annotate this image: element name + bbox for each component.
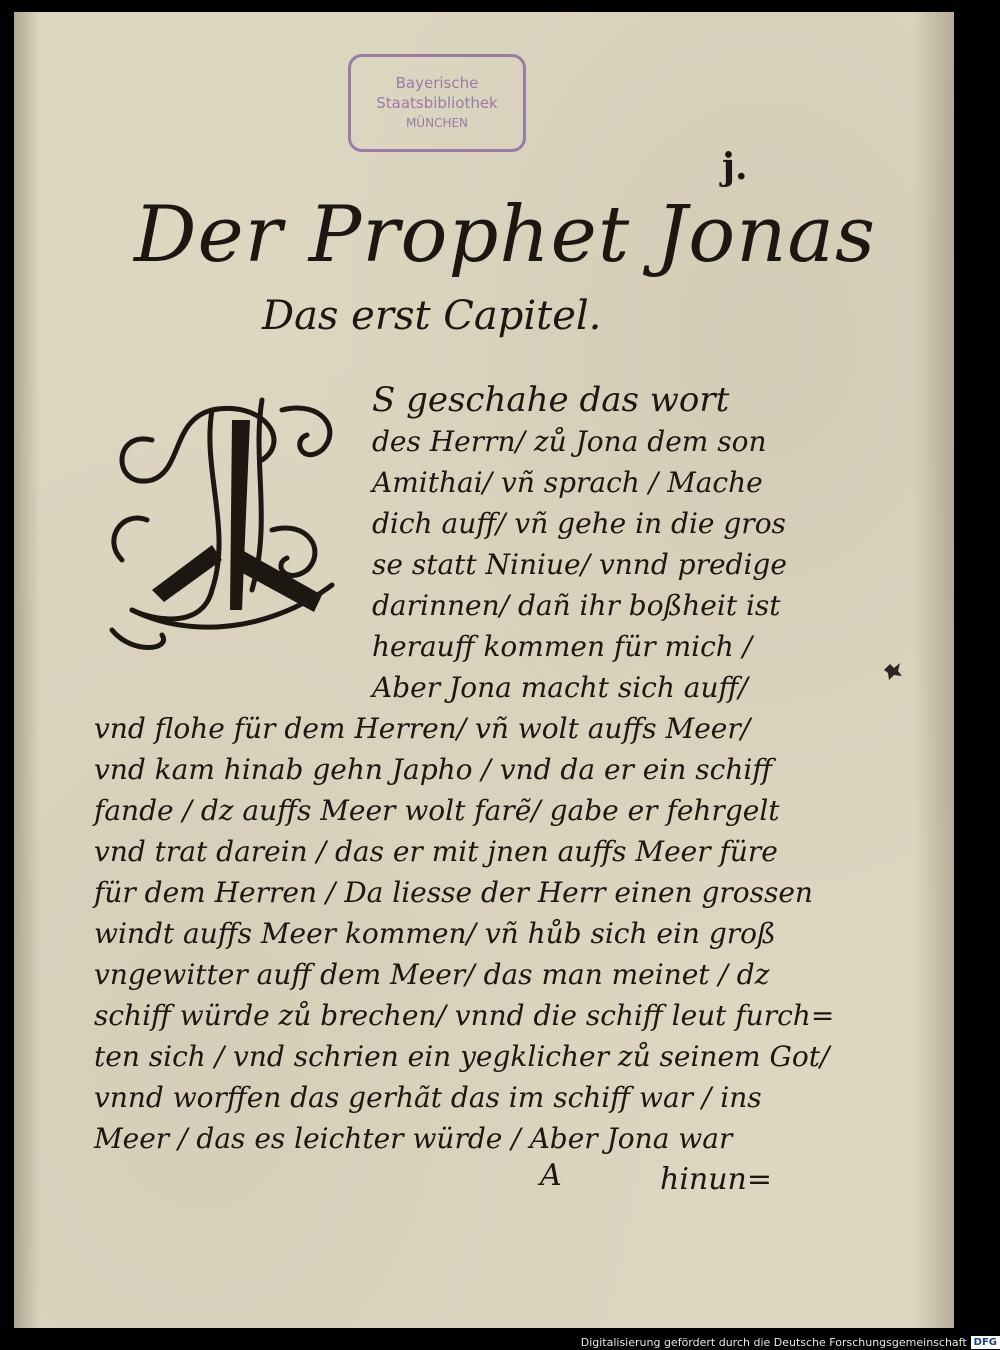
page-title: Der Prophet Jonas — [134, 190, 876, 280]
footer-credit-bar — [580, 1334, 1000, 1350]
text-line: Meer / das es leichter würde / Aber Jona war — [94, 1122, 733, 1155]
text-line: darinnen/ dañ ihr boßheit ist — [372, 589, 781, 622]
text-line: ten sich / vnd schrien ein yegklicher zů seinem Got/ — [94, 1040, 830, 1073]
stamp-line-2: Staatsbibliothek — [376, 94, 498, 112]
ink-smudge-icon — [880, 660, 904, 682]
text-line: dich auff/ vñ gehe in die gros — [372, 507, 786, 540]
stamp-line-1: Bayerische — [395, 74, 479, 92]
folio-number: j. — [722, 146, 748, 188]
text-line: vngewitter auff dem Meer/ das man meinet / dz — [94, 958, 770, 991]
text-line: herauff kommen für mich / — [372, 630, 753, 663]
text-line: windt auffs Meer kommen/ vñ hůb sich ein groß — [94, 917, 776, 950]
catchword: hinun= — [660, 1162, 773, 1197]
text-line: des Herrn/ zů Jona dem son — [372, 425, 767, 458]
dfg-logo-icon: DFG — [971, 1336, 1000, 1349]
funding-credit: Digitalisierung gefördert durch die Deutsche Forschungsgemeinschaft — [580, 1335, 967, 1349]
text-line: vnd flohe für dem Herren/ vñ wolt auffs Meer/ — [94, 712, 751, 745]
text-line: S geschahe das wort — [372, 380, 730, 420]
text-line: se statt Niniue/ vnnd predige — [372, 548, 787, 581]
text-line: vnd trat darein / das er mit jnen auffs Meer füre — [94, 835, 778, 868]
stamp-line-3: MÜNCHEN — [405, 116, 469, 130]
text-line: vnnd worffen das gerhãt das im schiff war / ins — [94, 1081, 762, 1114]
decorated-initial-icon — [92, 380, 360, 670]
text-line: fande / dz auffs Meer wolt farẽ/ gabe er fehrgelt — [94, 794, 780, 827]
signature-mark: A — [540, 1158, 562, 1193]
text-line: schiff würde zů brechen/ vnnd die schiff leut furch= — [94, 999, 835, 1032]
text-line: für dem Herren / Da liesse der Herr einen grossen — [94, 876, 813, 909]
text-line: Amithai/ vñ sprach / Mache — [372, 466, 763, 499]
text-line: Aber Jona macht sich auff/ — [372, 671, 748, 704]
library-stamp — [348, 54, 526, 152]
chapter-heading: Das erst Capitel. — [262, 293, 602, 339]
text-line: vnd kam hinab gehn Japho / vnd da er ein schiff — [94, 753, 773, 786]
